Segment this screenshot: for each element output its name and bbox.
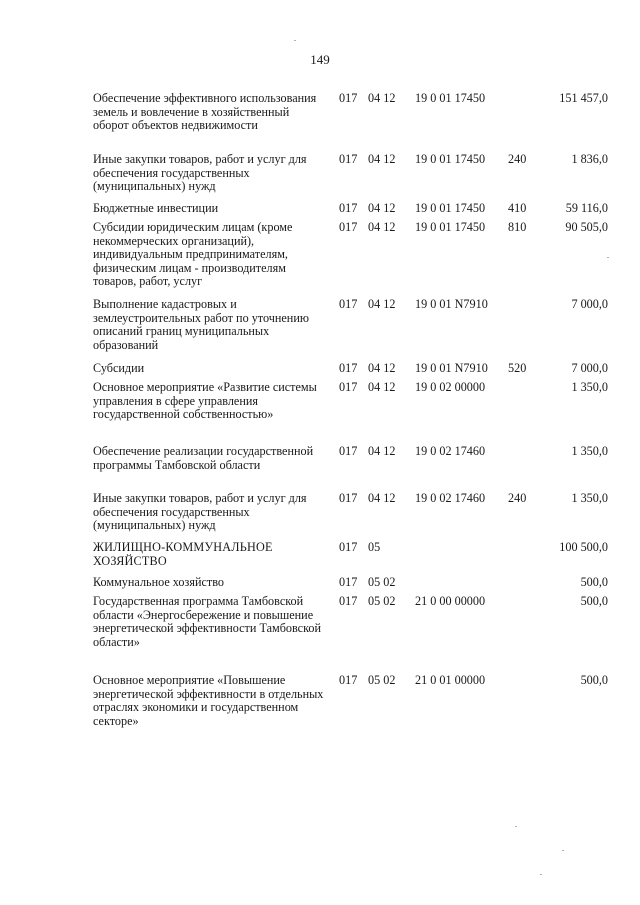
row-expense-type: 410 [508,201,527,215]
row-name: Основное мероприятие «Развитие системы управления в сфере управления государственной собственностью» [93,380,317,422]
row-amount: 1 350,0 [571,444,608,458]
row-section: 04 12 [368,91,396,105]
row-section: 04 12 [368,152,396,166]
row-target-article: 19 0 02 00000 [415,380,486,394]
row-adm: 017 [339,220,358,234]
row-adm: 017 [339,152,358,166]
row-amount: 59 116,0 [565,201,608,215]
row-target-article: 21 0 01 00000 [415,673,486,687]
scan-speck [515,826,517,827]
row-target-article: 19 0 01 N7910 [415,297,488,311]
row-name: Выполнение кадастровых и землеустроительных работ по уточнению описаний границ муниципальных образований [93,297,309,352]
row-target-article: 19 0 01 17450 [415,152,486,166]
row-target-article: 19 0 01 17450 [415,201,486,215]
row-adm: 017 [339,594,358,608]
row-name: Государственная программа Тамбовской области «Энергосбережение и повышение энергетической эффективности Тамбовской области» [93,594,322,649]
row-amount: 500,0 [580,594,608,608]
row-section: 04 12 [368,201,396,215]
row-section: 04 12 [368,297,396,311]
scan-speck [607,257,609,258]
row-expense-type: 520 [508,361,527,375]
row-adm: 017 [339,297,358,311]
row-amount: 7 000,0 [571,361,608,375]
row-adm: 017 [339,91,358,105]
row-name: Субсидии [93,361,145,375]
row-amount: 151 457,0 [559,91,608,105]
row-amount: 1 350,0 [571,380,608,394]
row-section: 05 02 [368,575,396,589]
row-amount: 7 000,0 [571,297,608,311]
row-section: 05 02 [368,673,396,687]
row-name: Коммунальное хозяйство [93,575,224,589]
row-name: Субсидии юридическим лицам (кроме некоммерческих организаций), индивидуальным предпринимателям, физическим лицам - производителям товаров, работ, услуг [93,220,293,289]
row-adm: 017 [339,380,358,394]
row-target-article: 19 0 02 17460 [415,491,486,505]
row-name: Иные закупки товаров, работ и услуг для обеспечения государственных (муниципальных) нужд [93,491,307,533]
row-name: ЖИЛИЩНО-КОММУНАЛЬНОЕ ХОЗЯЙСТВО [93,540,273,568]
row-adm: 017 [339,201,358,215]
row-expense-type: 240 [508,491,527,505]
row-name: Иные закупки товаров, работ и услуг для обеспечения государственных (муниципальных) нужд [93,152,307,194]
row-section: 05 02 [368,594,396,608]
row-expense-type: 240 [508,152,527,166]
page-number: 149 [310,52,330,67]
row-section: 04 12 [368,220,396,234]
row-expense-type: 810 [508,220,527,234]
row-name: Обеспечение эффективного использования земель и вовлечение в хозяйственный оборот объектов недвижимости [93,91,317,133]
row-adm: 017 [339,540,358,554]
row-amount: 500,0 [580,575,608,589]
row-amount: 90 505,0 [565,220,608,234]
row-name: Основное мероприятие «Повышение энергетической эффективности в отдельных отраслях экономики и государственном секторе» [93,673,324,728]
row-section: 05 [368,540,381,554]
row-section: 04 12 [368,444,396,458]
row-name: Бюджетные инвестиции [93,201,219,215]
row-target-article: 19 0 01 17450 [415,91,486,105]
scan-speck [540,874,542,875]
row-name: Обеспечение реализации государственной программы Тамбовской области [93,444,314,472]
row-amount: 1 836,0 [571,152,608,166]
row-adm: 017 [339,444,358,458]
row-adm: 017 [339,575,358,589]
scan-speck [562,850,564,851]
row-amount: 100 500,0 [559,540,608,554]
row-amount: 1 350,0 [571,491,608,505]
row-target-article: 19 0 01 17450 [415,220,486,234]
row-adm: 017 [339,491,358,505]
row-amount: 500,0 [580,673,608,687]
row-section: 04 12 [368,361,396,375]
row-adm: 017 [339,673,358,687]
scan-speck [294,40,296,41]
row-section: 04 12 [368,380,396,394]
row-target-article: 19 0 02 17460 [415,444,486,458]
row-target-article: 21 0 00 00000 [415,594,486,608]
row-section: 04 12 [368,491,396,505]
row-target-article: 19 0 01 N7910 [415,361,488,375]
row-adm: 017 [339,361,358,375]
